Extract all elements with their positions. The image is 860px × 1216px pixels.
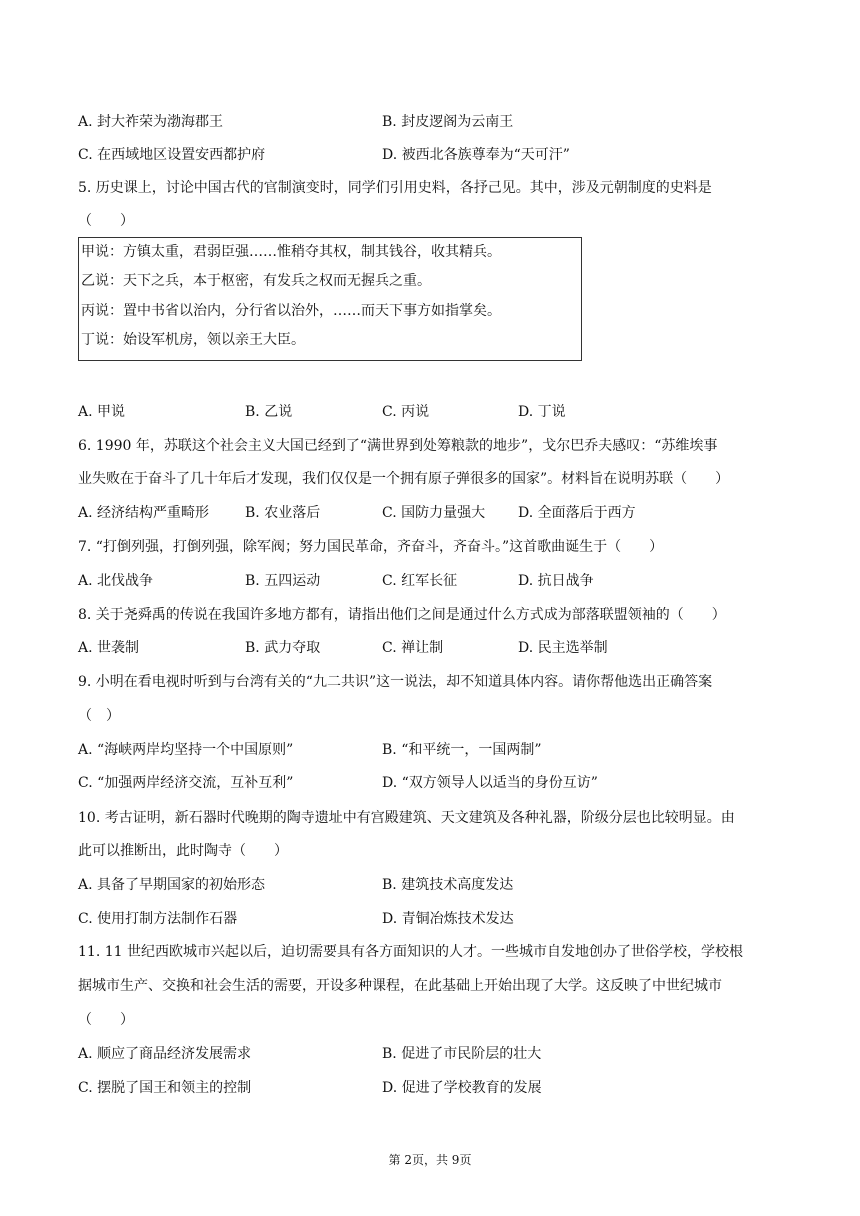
q5-option-b: B. 乙说: [245, 404, 293, 420]
q11-stem-line3: （ ）: [78, 1012, 134, 1028]
q9-option-b: B. “和平统一，一国两制”: [382, 742, 542, 758]
q7-stem: 7. “打倒列强，打倒列强，除军阀；努力国民革命，齐奋斗，齐奋斗。”这首歌曲诞生于（ ）: [78, 539, 664, 555]
q5-source-jia: 甲说：方镇太重，君弱臣强……惟稍夺其权，制其钱谷，收其精兵。: [81, 244, 501, 260]
q9-stem-line2: （ ）: [78, 708, 120, 724]
q5-option-a: A. 甲说: [78, 404, 126, 420]
q8-option-d: D. 民主选举制: [518, 640, 608, 656]
q7-option-b: B. 五四运动: [245, 573, 321, 589]
q8-option-b: B. 武力夺取: [245, 640, 321, 656]
q6-option-a: A. 经济结构严重畸形: [78, 505, 210, 521]
q11-option-c: C. 摆脱了国王和领主的控制: [78, 1080, 252, 1096]
q5-source-box: [78, 237, 582, 361]
q10-option-a: A. 具备了早期国家的初始形态: [78, 877, 266, 893]
q4-option-b: B. 封皮逻阁为云南王: [382, 114, 514, 130]
q10-stem-line2: 此可以推断出，此时陶寺（ ）: [78, 843, 288, 859]
q10-option-d: D. 青铜冶炼技术发达: [382, 911, 514, 927]
q9-option-c: C. “加强两岸经济交流，互补互利”: [78, 775, 294, 791]
q11-stem-line2: 据城市生产、交换和社会生活的需要，开设多种课程，在此基础上开始出现了大学。这反映了中世纪城市: [78, 978, 722, 994]
q5-source-bing: 丙说：置中书省以治内，分行省以治外，……而天下事方如指掌矣。: [81, 303, 501, 319]
q6-option-b: B. 农业落后: [245, 505, 321, 521]
q9-stem-line1: 9. 小明在看电视时听到与台湾有关的“九二共识”这一说法，却不知道具体内容。请你帮他选出正确答案: [78, 674, 713, 690]
q11-stem-line1: 11. 11 世纪西欧城市兴起以后，迫切需要具有各方面知识的人才。一些城市自发地创办了世俗学校，学校根: [78, 944, 743, 960]
q4-option-c: C. 在西域地区设置安西都护府: [78, 147, 266, 163]
q8-stem: 8. 关于尧舜禹的传说在我国许多地方都有，请指出他们之间是通过什么方式成为部落联盟领袖的（ ）: [78, 607, 726, 623]
q10-stem-line1: 10. 考古证明，新石器时代晚期的陶寺遗址中有宫殿建筑、天文建筑及各种礼器，阶级分层也比较明显。由: [78, 810, 735, 826]
q10-option-c: C. 使用打制方法制作石器: [78, 911, 238, 927]
q11-option-a: A. 顺应了商品经济发展需求: [78, 1046, 252, 1062]
q6-stem-line1: 6. 1990 年，苏联这个社会主义大国已经到了“满世界到处筹粮款的地步”，戈尔巴乔夫感叹：“苏维埃事: [78, 438, 718, 454]
q4-option-a: A. 封大祚荣为渤海郡王: [78, 114, 224, 130]
q8-option-a: A. 世袭制: [78, 640, 140, 656]
q7-option-d: D. 抗日战争: [518, 573, 594, 589]
q5-option-c: C. 丙说: [382, 404, 430, 420]
q8-option-c: C. 禅让制: [382, 640, 444, 656]
q9-option-a: A. “海峡两岸均坚持一个中国原则”: [78, 742, 294, 758]
q6-stem-line2: 业失败在于奋斗了几十年后才发现，我们仅仅是一个拥有原子弹很多的国家”。材料旨在说明苏联（ ）: [78, 471, 730, 487]
q11-option-b: B. 促进了市民阶层的壮大: [382, 1046, 542, 1062]
q7-option-a: A. 北伐战争: [78, 573, 154, 589]
q11-option-d: D. 促进了学校教育的发展: [382, 1080, 542, 1096]
q4-option-d: D. 被西北各族尊奉为“天可汗”: [382, 147, 570, 163]
q5-source-ding: 丁说：始设军机房，领以亲王大臣。: [81, 332, 305, 348]
q5-stem-line2: （ ）: [78, 213, 134, 229]
q5-source-yi: 乙说：天下之兵，本于枢密，有发兵之权而无握兵之重。: [81, 273, 431, 289]
q6-option-d: D. 全面落后于西方: [518, 505, 636, 521]
q10-option-b: B. 建筑技术高度发达: [382, 877, 514, 893]
q6-option-c: C. 国防力量强大: [382, 505, 486, 521]
q9-option-d: D. “双方领导人以适当的身份互访”: [382, 775, 598, 791]
q5-stem-line1: 5. 历史课上，讨论中国古代的官制演变时，同学们引用史料，各抒己见。其中，涉及元朝制度的史料是: [78, 180, 712, 196]
q7-option-c: C. 红军长征: [382, 573, 458, 589]
q5-option-d: D. 丁说: [518, 404, 566, 420]
page-footer: 第 2页，共 9页: [388, 1153, 472, 1167]
